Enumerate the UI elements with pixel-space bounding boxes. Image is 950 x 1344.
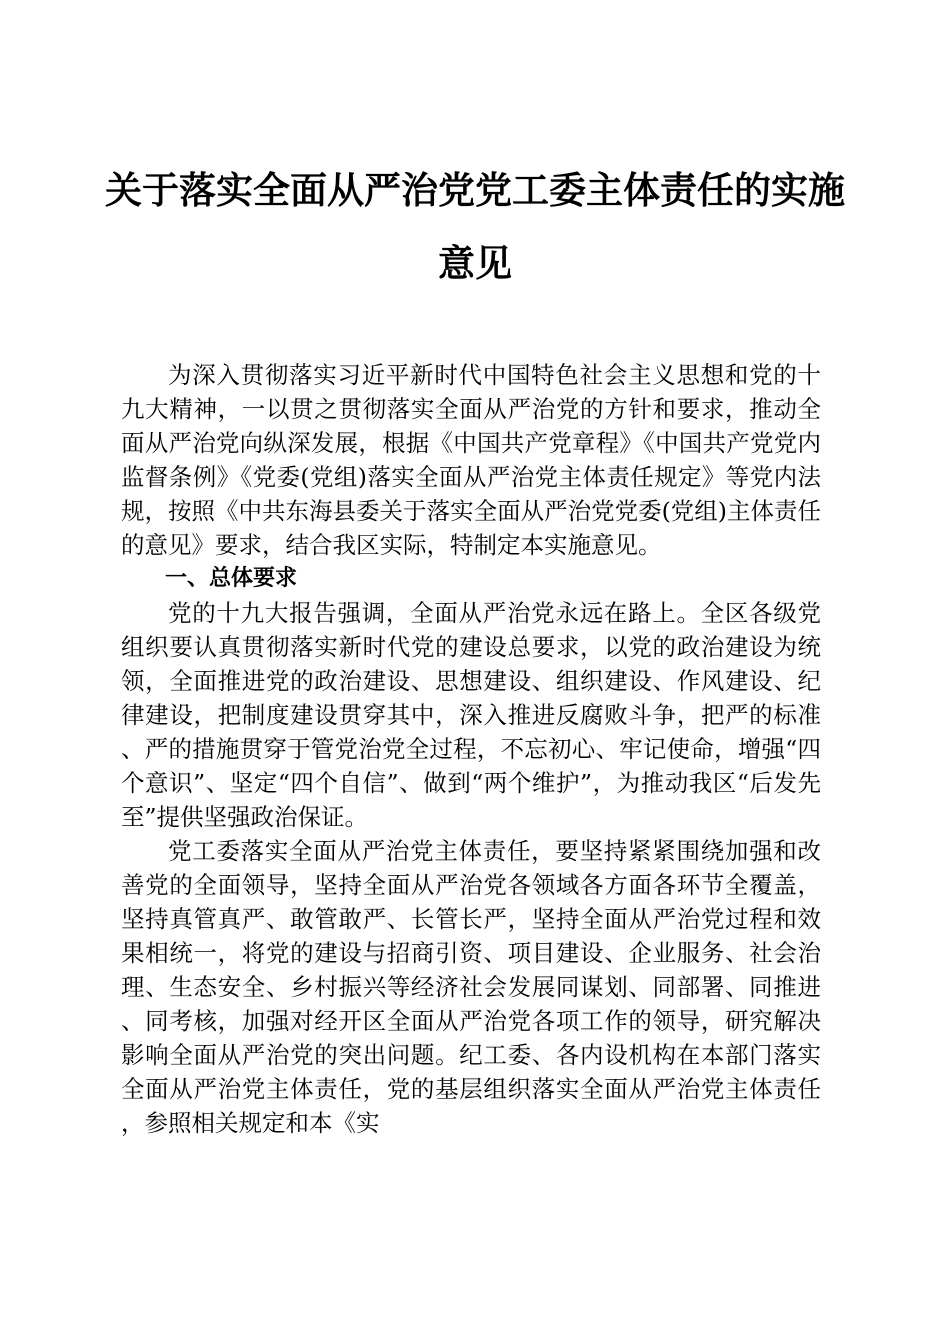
document-body xyxy=(121,358,821,1140)
document-title-line-2: 意见 xyxy=(438,241,512,285)
body-paragraph: 党的十九大报告强调，全面从严治党永远在路上。全区各级党组织要认真贯彻落实新时代党的建设总要求，以党的政治建设为统领，全面推进党的政治建设、思想建设、组织建设、作风建设、纪律建设，把制度建设贯穿其中，深入推进反腐败斗争，把严的标准、严的措施贯穿于管党治党全过程，不忘初心、牢记使命，增强“四个意识”、坚定“四个自信”、做到“两个维护”，为推动我区“后发先至”提供坚强政治保证。 xyxy=(121,599,821,831)
document-title-line-1: 关于落实全面从严治党党工委主体责任的实施 xyxy=(105,168,845,212)
intro-paragraph: 为深入贯彻落实习近平新时代中国特色社会主义思想和党的十九大精神，一以贯之贯彻落实全面从严治党的方针和要求，推动全面从严治党向纵深发展，根据《中国共产党章程》《中国共产党党内监督条例》《党委(党组)落实全面从严治党主体责任规定》等党内法规，按照《中共东海县委关于落实全面从严治党党委(党组)主体责任的意见》要求，结合我区实际，特制定本实施意见。 xyxy=(121,361,821,559)
body-paragraph: 党工委落实全面从严治党主体责任，要坚持紧紧围绕加强和改善党的全面领导，坚持全面从严治党各领域各方面各环节全覆盖，坚持真管真严、敢管敢严、长管长严，坚持全面从严治党过程和效果相统一，将党的建设与招商引资、项目建设、企业服务、社会治理、生态安全、乡村振兴等经济社会发展同谋划、同部署、同推进、同考核，加强对经开区全面从严治党各项工作的领导，研究解决影响全面从严治党的突出问题。纪工委、各内设机构在本部门落实全面从严治党主体责任，党的基层组织落实全面从严治党主体责任，参照相关规定和本《实 xyxy=(121,837,821,1137)
section-heading-general-requirements: 一、总体要求 xyxy=(165,566,298,591)
